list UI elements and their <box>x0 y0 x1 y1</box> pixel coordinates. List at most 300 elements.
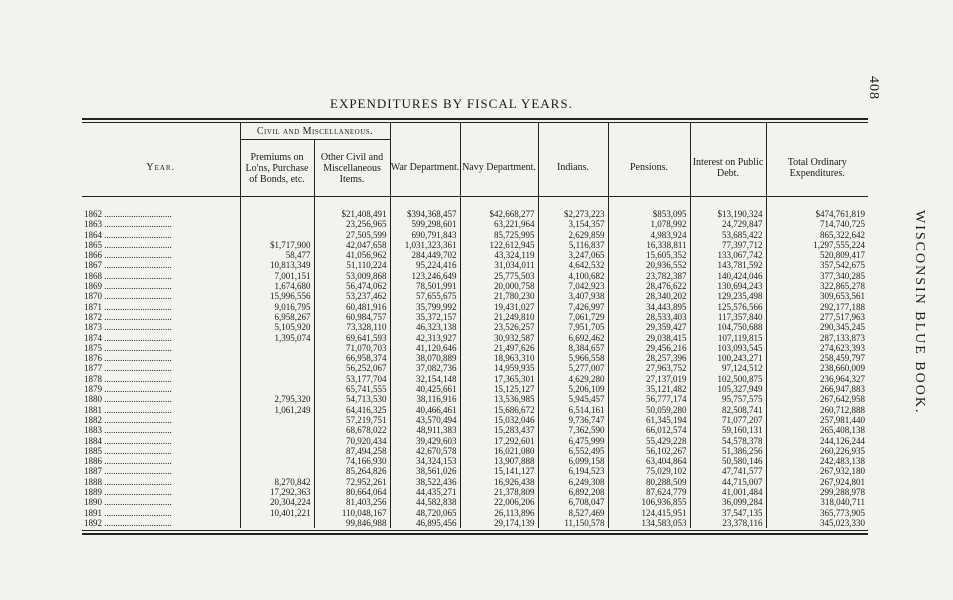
cell-navy: 13,907,888 <box>460 456 538 466</box>
cell-interest: 47,741,577 <box>690 466 766 476</box>
cell-war: 38,561,026 <box>390 466 460 476</box>
cell-year: 1880 .............................. <box>84 394 172 405</box>
header-war: War Department. <box>390 140 460 197</box>
cell-total: 266,947,883 <box>766 384 868 394</box>
cell-total: 274,623,393 <box>766 343 868 353</box>
cell-navy: 31,034,011 <box>460 260 538 270</box>
cell-civil: 74,166,930 <box>314 456 390 466</box>
cell-pensions: 28,257,396 <box>608 353 690 363</box>
cell-premiums <box>240 219 314 229</box>
cell-total: 260,226,935 <box>766 446 868 456</box>
table-row <box>82 497 868 507</box>
cell-war: 123,246,649 <box>390 271 460 281</box>
running-side-title: WISCONSIN BLUE BOOK. <box>912 210 927 415</box>
cell-war: 39,429,603 <box>390 436 460 446</box>
cell-premiums <box>240 209 314 219</box>
cell-total: 290,345,245 <box>766 322 868 332</box>
cell-navy: 30,932,587 <box>460 333 538 343</box>
cell-civil: 56,474,062 <box>314 281 390 291</box>
cell-year: 1863 .............................. <box>84 219 172 230</box>
cell-civil: 53,177,704 <box>314 374 390 384</box>
cell-civil: 60,481,916 <box>314 302 390 312</box>
cell-interest: 105,327,949 <box>690 384 766 394</box>
cell-navy: 85,725,995 <box>460 230 538 240</box>
table-row <box>82 353 868 363</box>
cell-indians: 5,966,558 <box>538 353 608 363</box>
cell-year: 1878 .............................. <box>84 373 172 384</box>
cell-year: 1886 .............................. <box>84 456 172 467</box>
cell-war: 78,501,991 <box>390 281 460 291</box>
cell-war: 41,120,646 <box>390 343 460 353</box>
page-title: EXPENDITURES BY FISCAL YEARS. <box>330 96 573 111</box>
cell-interest: 77,397,712 <box>690 240 766 250</box>
cell-navy: 20,000,758 <box>460 281 538 291</box>
cell-premiums <box>240 446 314 456</box>
cell-year: 1871 .............................. <box>84 301 172 312</box>
cell-indians: 7,042,923 <box>538 281 608 291</box>
cell-war: 284,449,702 <box>390 250 460 260</box>
header-interest: Interest on Public Debt. <box>690 140 766 197</box>
cell-pensions: 124,415,951 <box>608 508 690 518</box>
cell-premiums: 20,304,224 <box>240 497 314 507</box>
cell-premiums: 10,813,349 <box>240 260 314 270</box>
cell-navy: 26,113,896 <box>460 508 538 518</box>
cell-total: 260,712,888 <box>766 405 868 415</box>
cell-pensions: 23,782,387 <box>608 271 690 281</box>
cell-premiums: 7,001,151 <box>240 271 314 281</box>
cell-war: 38,070,889 <box>390 353 460 363</box>
cell-war: 38,116,916 <box>390 394 460 404</box>
cell-war: 40,466,461 <box>390 405 460 415</box>
cell-civil: 42,047,658 <box>314 240 390 250</box>
table-row <box>82 302 868 312</box>
header-pensions: Pensions. <box>608 140 690 197</box>
cell-pensions: 15,605,352 <box>608 250 690 260</box>
cell-navy: 16,021,080 <box>460 446 538 456</box>
cell-pensions: 20,936,552 <box>608 260 690 270</box>
cell-navy: 15,032,046 <box>460 415 538 425</box>
cell-civil: 87,494,258 <box>314 446 390 456</box>
cell-war: 44,582,838 <box>390 497 460 507</box>
cell-total: 265,408,138 <box>766 425 868 435</box>
cell-year: 1876 .............................. <box>84 353 172 364</box>
cell-war: 35,372,157 <box>390 312 460 322</box>
cell-civil: 41,056,962 <box>314 250 390 260</box>
cell-interest: 140,424,046 <box>690 271 766 281</box>
cell-interest: 44,715,007 <box>690 477 766 487</box>
cell-total: 267,932,180 <box>766 466 868 476</box>
top-rule-thick <box>82 118 868 120</box>
cell-civil: 68,678,022 <box>314 425 390 435</box>
cell-war: 38,522,436 <box>390 477 460 487</box>
cell-premiums: 1,061,249 <box>240 405 314 415</box>
cell-indians: 9,736,747 <box>538 415 608 425</box>
cell-year: 1874 .............................. <box>84 332 172 343</box>
cell-total: 258,459,797 <box>766 353 868 363</box>
cell-war: $394,368,457 <box>390 209 460 219</box>
cell-indians: 6,514,161 <box>538 405 608 415</box>
cell-pensions: 35,121,482 <box>608 384 690 394</box>
cell-indians: 7,951,705 <box>538 322 608 332</box>
cell-pensions: 16,338,811 <box>608 240 690 250</box>
cell-pensions: 55,429,228 <box>608 436 690 446</box>
cell-premiums <box>240 415 314 425</box>
cell-year: 1862 .............................. <box>84 209 172 219</box>
cell-war: 34,324,153 <box>390 456 460 466</box>
cell-interest: 54,578,378 <box>690 436 766 446</box>
table-row <box>82 466 868 476</box>
cell-navy: 18,963,310 <box>460 353 538 363</box>
cell-navy: 25,775,503 <box>460 271 538 281</box>
table-row <box>82 363 868 373</box>
table-row <box>82 240 868 250</box>
cell-interest: 24,729,847 <box>690 219 766 229</box>
table-row <box>82 405 868 415</box>
table-row <box>82 230 868 240</box>
cell-war: 42,670,578 <box>390 446 460 456</box>
cell-pensions: 27,963,752 <box>608 363 690 373</box>
cell-navy: 15,283,437 <box>460 425 538 435</box>
table-row <box>82 456 868 466</box>
cell-premiums: $1,717,900 <box>240 240 314 250</box>
cell-indians: 7,362,590 <box>538 425 608 435</box>
cell-pensions: 29,359,427 <box>608 322 690 332</box>
cell-interest: 103,093,545 <box>690 343 766 353</box>
cell-civil: 27,505,599 <box>314 230 390 240</box>
cell-pensions: 28,533,403 <box>608 312 690 322</box>
cell-total: 345,023,330 <box>766 518 868 528</box>
table-row <box>82 446 868 456</box>
table-row <box>82 487 868 497</box>
cell-premiums: 8,270,842 <box>240 477 314 487</box>
cell-interest: 107,119,815 <box>690 333 766 343</box>
bottom-rule-thick <box>82 533 868 535</box>
table-row <box>82 425 868 435</box>
cell-indians: 6,692,462 <box>538 333 608 343</box>
cell-indians: 3,154,357 <box>538 219 608 229</box>
cell-civil: 85,264,826 <box>314 466 390 476</box>
cell-year: 1879 .............................. <box>84 384 172 395</box>
cell-indians: 5,116,837 <box>538 240 608 250</box>
cell-war: 43,570,494 <box>390 415 460 425</box>
cell-civil: 69,641,593 <box>314 333 390 343</box>
page-number: 408 <box>866 76 881 100</box>
cell-year: 1883 .............................. <box>84 425 172 436</box>
cell-year: 1869 .............................. <box>84 281 172 292</box>
table-row <box>82 250 868 260</box>
cell-pensions: 29,456,216 <box>608 343 690 353</box>
cell-navy: 21,249,810 <box>460 312 538 322</box>
cell-year: 1889 .............................. <box>84 487 172 498</box>
cell-pensions: 50,059,280 <box>608 405 690 415</box>
cell-premiums: 58,477 <box>240 250 314 260</box>
cell-year: 1866 .............................. <box>84 250 172 261</box>
cell-interest: 82,508,741 <box>690 405 766 415</box>
cell-interest: 104,750,688 <box>690 322 766 332</box>
cell-indians: 5,277,007 <box>538 363 608 373</box>
cell-premiums: 17,292,363 <box>240 487 314 497</box>
cell-navy: 22,006,206 <box>460 497 538 507</box>
cell-year: 1867 .............................. <box>84 260 172 271</box>
cell-total: 865,322,642 <box>766 230 868 240</box>
cell-premiums: 1,395,074 <box>240 333 314 343</box>
cell-premiums <box>240 353 314 363</box>
cell-pensions: 29,038,415 <box>608 333 690 343</box>
expenditures-table-container <box>82 118 868 535</box>
cell-premiums <box>240 343 314 353</box>
cell-navy: 14,959,935 <box>460 363 538 373</box>
cell-indians: 8,527,469 <box>538 508 608 518</box>
cell-navy: 15,141,127 <box>460 466 538 476</box>
bottom-rule-thin <box>82 530 868 531</box>
cell-year: 1864 .............................. <box>84 229 172 240</box>
cell-premiums: 1,674,680 <box>240 281 314 291</box>
cell-navy: 15,125,127 <box>460 384 538 394</box>
cell-war: 44,435,271 <box>390 487 460 497</box>
cell-year: 1885 .............................. <box>84 445 172 456</box>
cell-pensions: 61,345,194 <box>608 415 690 425</box>
table-row <box>82 322 868 332</box>
cell-navy: 17,292,601 <box>460 436 538 446</box>
cell-civil: 71,070,703 <box>314 343 390 353</box>
cell-indians: 2,629,859 <box>538 230 608 240</box>
cell-war: 48,911,383 <box>390 425 460 435</box>
table-row <box>82 477 868 487</box>
cell-premiums <box>240 230 314 240</box>
cell-interest: 53,685,422 <box>690 230 766 240</box>
table-row <box>82 209 868 219</box>
cell-premiums <box>240 466 314 476</box>
table-row <box>82 384 868 394</box>
cell-war: 690,791,843 <box>390 230 460 240</box>
cell-indians: 6,249,308 <box>538 477 608 487</box>
cell-indians: 3,247,065 <box>538 250 608 260</box>
cell-total: 322,865,278 <box>766 281 868 291</box>
table-row <box>82 312 868 322</box>
cell-pensions: 28,476,622 <box>608 281 690 291</box>
cell-interest: 37,547,135 <box>690 508 766 518</box>
cell-year: 1877 .............................. <box>84 363 172 374</box>
cell-total: 365,773,905 <box>766 508 868 518</box>
cell-interest: 23,378,116 <box>690 518 766 528</box>
cell-total: 287,133,873 <box>766 333 868 343</box>
cell-civil: 80,664,064 <box>314 487 390 497</box>
cell-indians: 5,206,109 <box>538 384 608 394</box>
header-group-row <box>82 123 868 140</box>
cell-pensions: 63,404,864 <box>608 456 690 466</box>
cell-total: 236,964,327 <box>766 374 868 384</box>
cell-war: 32,154,148 <box>390 374 460 384</box>
cell-navy: 13,536,985 <box>460 394 538 404</box>
cell-war: 42,313,927 <box>390 333 460 343</box>
header-year: Year. <box>82 140 240 197</box>
cell-interest: 117,357,840 <box>690 312 766 322</box>
cell-pensions: 34,443,895 <box>608 302 690 312</box>
cell-year: 1888 .............................. <box>84 476 172 487</box>
cell-interest: $13,190,324 <box>690 209 766 219</box>
cell-civil: 57,219,751 <box>314 415 390 425</box>
cell-premiums: 2,795,320 <box>240 394 314 404</box>
cell-year: 1865 .............................. <box>84 239 172 250</box>
cell-interest: 125,576,566 <box>690 302 766 312</box>
header-civil-items: Other Civil and Miscellaneous Items. <box>314 140 390 197</box>
cell-indians: 4,642,532 <box>538 260 608 270</box>
cell-civil: 53,237,462 <box>314 291 390 301</box>
cell-total: 377,340,285 <box>766 271 868 281</box>
cell-civil: 53,009,868 <box>314 271 390 281</box>
header-row <box>82 140 868 197</box>
cell-war: 95,224,416 <box>390 260 460 270</box>
cell-premiums: 9,016,795 <box>240 302 314 312</box>
cell-total: 267,924,801 <box>766 477 868 487</box>
cell-navy: 43,324,119 <box>460 250 538 260</box>
cell-navy: 19,431,027 <box>460 302 538 312</box>
cell-pensions: 80,288,509 <box>608 477 690 487</box>
cell-year: 1887 .............................. <box>84 466 172 477</box>
table-body <box>82 197 868 529</box>
cell-total: 357,542,675 <box>766 260 868 270</box>
cell-premiums: 6,958,267 <box>240 312 314 322</box>
cell-premiums: 5,105,920 <box>240 322 314 332</box>
cell-year: 1873 .............................. <box>84 322 172 333</box>
table-row <box>82 219 868 229</box>
cell-civil: 72,952,261 <box>314 477 390 487</box>
cell-year: 1870 .............................. <box>84 291 172 302</box>
cell-year: 1882 .............................. <box>84 414 172 425</box>
cell-total: 309,653,561 <box>766 291 868 301</box>
cell-civil: 65,741,555 <box>314 384 390 394</box>
cell-indians: 7,061,729 <box>538 312 608 322</box>
cell-civil: 56,252,067 <box>314 363 390 373</box>
table-row <box>82 343 868 353</box>
cell-premiums <box>240 518 314 528</box>
cell-indians: 5,945,457 <box>538 394 608 404</box>
cell-total: 520,809,417 <box>766 250 868 260</box>
cell-total: 244,126,244 <box>766 436 868 446</box>
cell-total: 242,483,138 <box>766 456 868 466</box>
cell-war: 46,323,138 <box>390 322 460 332</box>
cell-interest: 51,386,256 <box>690 446 766 456</box>
cell-pensions: 1,078,992 <box>608 219 690 229</box>
cell-pensions: $853,095 <box>608 209 690 219</box>
cell-war: 37,082,736 <box>390 363 460 373</box>
cell-war: 1,031,323,361 <box>390 240 460 250</box>
cell-premiums: 15,996,556 <box>240 291 314 301</box>
cell-war: 48,720,065 <box>390 508 460 518</box>
cell-civil: 60,984,757 <box>314 312 390 322</box>
cell-navy: 21,497,626 <box>460 343 538 353</box>
cell-pensions: 56,777,174 <box>608 394 690 404</box>
cell-civil: 110,048,167 <box>314 508 390 518</box>
cell-pensions: 75,029,102 <box>608 466 690 476</box>
cell-pensions: 134,583,053 <box>608 518 690 528</box>
cell-navy: 63,221,964 <box>460 219 538 229</box>
cell-indians: 4,100,682 <box>538 271 608 281</box>
cell-indians: 6,194,523 <box>538 466 608 476</box>
cell-year: 1872 .............................. <box>84 311 172 322</box>
cell-civil: 73,328,110 <box>314 322 390 332</box>
cell-indians: 3,407,938 <box>538 291 608 301</box>
cell-pensions: 66,012,574 <box>608 425 690 435</box>
cell-total: 318,040,711 <box>766 497 868 507</box>
cell-year: 1890 .............................. <box>84 497 172 508</box>
cell-pensions: 28,340,202 <box>608 291 690 301</box>
cell-indians: 6,892,208 <box>538 487 608 497</box>
cell-total: 714,740,725 <box>766 219 868 229</box>
cell-total: 267,642,958 <box>766 394 868 404</box>
cell-premiums <box>240 436 314 446</box>
cell-year: 1875 .............................. <box>84 342 172 353</box>
cell-year: 1868 .............................. <box>84 270 172 281</box>
cell-indians: 4,629,280 <box>538 374 608 384</box>
cell-interest: 102,500,875 <box>690 374 766 384</box>
cell-pensions: 87,624,779 <box>608 487 690 497</box>
cell-civil: 64,416,325 <box>314 405 390 415</box>
table-row <box>82 518 868 528</box>
cell-indians: 6,475,999 <box>538 436 608 446</box>
cell-pensions: 106,936,855 <box>608 497 690 507</box>
cell-interest: 133,067,742 <box>690 250 766 260</box>
cell-navy: $42,668,277 <box>460 209 538 219</box>
cell-interest: 41,001,484 <box>690 487 766 497</box>
header-premiums: Premiums on Lo'ns, Purchase of Bonds, etc. <box>240 140 314 197</box>
cell-interest: 36,099,284 <box>690 497 766 507</box>
cell-war: 57,655,675 <box>390 291 460 301</box>
cell-civil: 99,846,988 <box>314 518 390 528</box>
cell-total: 277,517,963 <box>766 312 868 322</box>
cell-war: 599,298,601 <box>390 219 460 229</box>
cell-civil: $21,408,491 <box>314 209 390 219</box>
table-row <box>82 508 868 518</box>
cell-indians: 11,150,578 <box>538 518 608 528</box>
cell-navy: 29,174,139 <box>460 518 538 528</box>
cell-premiums <box>240 374 314 384</box>
table-row <box>82 374 868 384</box>
table-row <box>82 333 868 343</box>
table-row <box>82 291 868 301</box>
cell-total: 1,297,555,224 <box>766 240 868 250</box>
cell-pensions: 4,983,924 <box>608 230 690 240</box>
expenditures-table <box>82 123 868 528</box>
table-row <box>82 281 868 291</box>
header-indians: Indians. <box>538 140 608 197</box>
cell-total: 299,288,978 <box>766 487 868 497</box>
cell-pensions: 27,137,019 <box>608 374 690 384</box>
table-row <box>82 436 868 446</box>
cell-interest: 59,160,131 <box>690 425 766 435</box>
cell-indians: 8,384,657 <box>538 343 608 353</box>
cell-war: 35,799,992 <box>390 302 460 312</box>
cell-year: 1884 .............................. <box>84 435 172 446</box>
cell-indians: 6,708,047 <box>538 497 608 507</box>
cell-total: 238,660,009 <box>766 363 868 373</box>
cell-interest: 50,580,146 <box>690 456 766 466</box>
cell-premiums: 10,401,221 <box>240 508 314 518</box>
table-row <box>82 394 868 404</box>
cell-interest: 100,243,271 <box>690 353 766 363</box>
cell-civil: 66,958,374 <box>314 353 390 363</box>
cell-civil: 51,110,224 <box>314 260 390 270</box>
cell-war: 40,425,661 <box>390 384 460 394</box>
cell-premiums <box>240 384 314 394</box>
cell-interest: 130,694,243 <box>690 281 766 291</box>
cell-year: 1892 .............................. <box>84 517 172 528</box>
cell-total: $474,761,819 <box>766 209 868 219</box>
header-total: Total Ordinary Expenditures. <box>766 140 868 197</box>
cell-indians: 6,552,495 <box>538 446 608 456</box>
cell-indians: 6,099,158 <box>538 456 608 466</box>
cell-navy: 17,365,301 <box>460 374 538 384</box>
